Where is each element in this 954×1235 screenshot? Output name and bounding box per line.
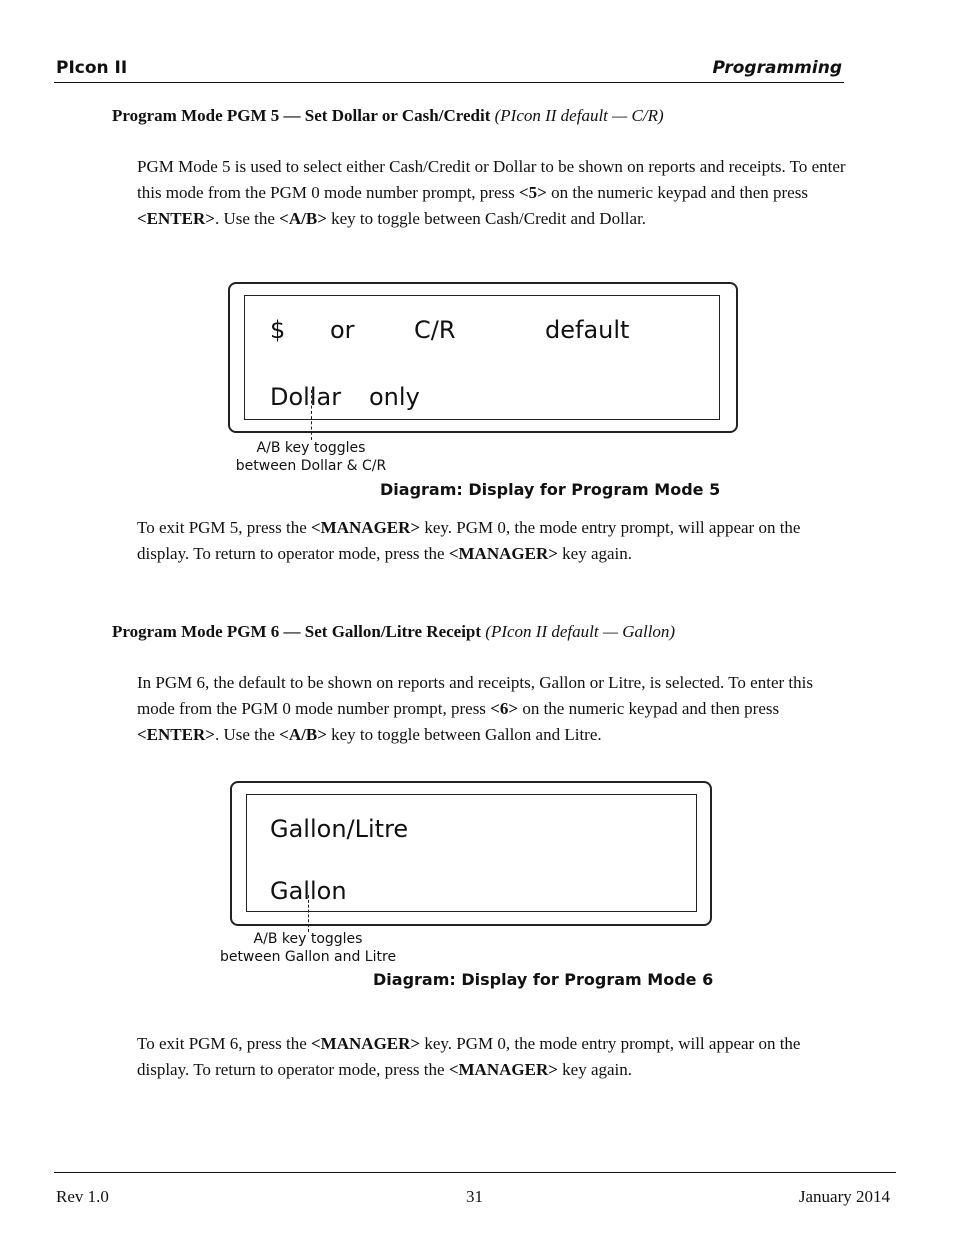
pgm5-exit-paragraph — [137, 515, 847, 567]
key-name: <5> — [519, 183, 547, 202]
paragraph-text: on the numeric keypad and then press — [518, 699, 780, 718]
pgm5-pointer-line — [311, 390, 312, 440]
pgm5-title-main: Program Mode PGM 5 — Set Dollar or Cash/Credit — [112, 106, 491, 125]
paragraph-text: key again. — [557, 544, 633, 563]
key-name: <A/B> — [279, 209, 327, 228]
pgm6-title-default: (PIcon II default — Gallon) — [485, 622, 676, 641]
paragraph-text: key. PGM 0, the mode entry prompt, will appear on the display. To return to operator mode, press the — [137, 518, 801, 563]
paragraph-text: To exit PGM 6, press the — [137, 1034, 311, 1053]
paragraph-text: key to toggle between Cash/Credit and Dollar. — [326, 209, 647, 228]
pgm5-lcd-dollar-sign: $ — [270, 316, 286, 344]
pgm5-lcd-display — [228, 282, 738, 433]
paragraph-text: on the numeric keypad and then press — [546, 183, 808, 202]
paragraph-text: key to toggle between Gallon and Litre. — [326, 725, 602, 744]
pgm5-lcd-only: only — [369, 383, 420, 411]
pgm5-lcd-screen — [244, 295, 720, 420]
pgm6-annotation-line2: between Gallon and Litre — [219, 949, 397, 965]
pgm5-annotation-line1: A/B key toggles — [256, 440, 366, 456]
header-rule — [54, 82, 844, 83]
pgm5-diagram-caption: Diagram: Display for Program Mode 5 — [380, 480, 721, 499]
paragraph-text: PGM Mode 5 is used to select either Cash/Credit or Dollar to be shown on reports and receipts. To enter this mode from the PGM 0 mode number prompt, press — [137, 157, 846, 202]
pgm5-annotation-line2: between Dollar & C/R — [235, 458, 387, 474]
header-title: PIcon II — [56, 58, 128, 78]
paragraph-text: . Use the — [214, 725, 280, 744]
footer-page-number: 31 — [466, 1187, 483, 1206]
pgm6-exit-paragraph — [137, 1031, 847, 1083]
pgm6-lcd-screen — [246, 794, 697, 912]
pgm6-lcd-row1: Gallon/Litre — [270, 815, 409, 843]
pgm5-lcd-or: or — [330, 316, 355, 344]
pgm6-lcd-row2: Gallon — [270, 877, 347, 905]
pgm5-intro-paragraph — [137, 154, 847, 232]
key-name: <ENTER> — [137, 209, 215, 228]
pgm5-annotation — [226, 439, 396, 475]
pgm5-lcd-default: default — [545, 316, 630, 344]
footer-rule — [54, 1172, 896, 1173]
pgm6-lcd-display — [230, 781, 712, 926]
paragraph-text: key again. — [557, 1060, 633, 1079]
key-name: <MANAGER> — [311, 518, 421, 537]
pgm5-title — [112, 106, 664, 126]
pgm6-annotation — [208, 930, 408, 966]
pgm5-title-default: (PIcon II default — C/R) — [494, 106, 664, 125]
pgm6-annotation-line1: A/B key toggles — [253, 931, 363, 947]
pgm6-title-main: Program Mode PGM 6 — Set Gallon/Litre Receipt — [112, 622, 482, 641]
key-name: <MANAGER> — [448, 544, 558, 563]
paragraph-text: In PGM 6, the default to be shown on reports and receipts, Gallon or Litre, is selected. To enter this mode from the PGM 0 mode number prompt, press — [137, 673, 813, 718]
pgm5-lcd-cr: C/R — [414, 316, 456, 344]
footer-revision: Rev 1.0 — [56, 1187, 109, 1206]
pgm5-lcd-dollar: Dollar — [270, 383, 342, 411]
footer-date: January 2014 — [798, 1187, 890, 1206]
key-name: <MANAGER> — [448, 1060, 558, 1079]
key-name: <A/B> — [279, 725, 327, 744]
pgm6-pointer-line — [308, 895, 309, 932]
paragraph-text: key. PGM 0, the mode entry prompt, will appear on the display. To return to operator mode, press the — [137, 1034, 801, 1079]
pgm6-diagram-caption: Diagram: Display for Program Mode 6 — [373, 970, 714, 989]
paragraph-text: To exit PGM 5, press the — [137, 518, 311, 537]
pgm6-intro-paragraph — [137, 670, 847, 748]
key-name: <ENTER> — [137, 725, 215, 744]
key-name: <6> — [490, 699, 519, 718]
key-name: <MANAGER> — [311, 1034, 421, 1053]
pgm6-title — [112, 622, 675, 642]
header-section: Programming — [712, 58, 842, 78]
paragraph-text: . Use the — [214, 209, 280, 228]
